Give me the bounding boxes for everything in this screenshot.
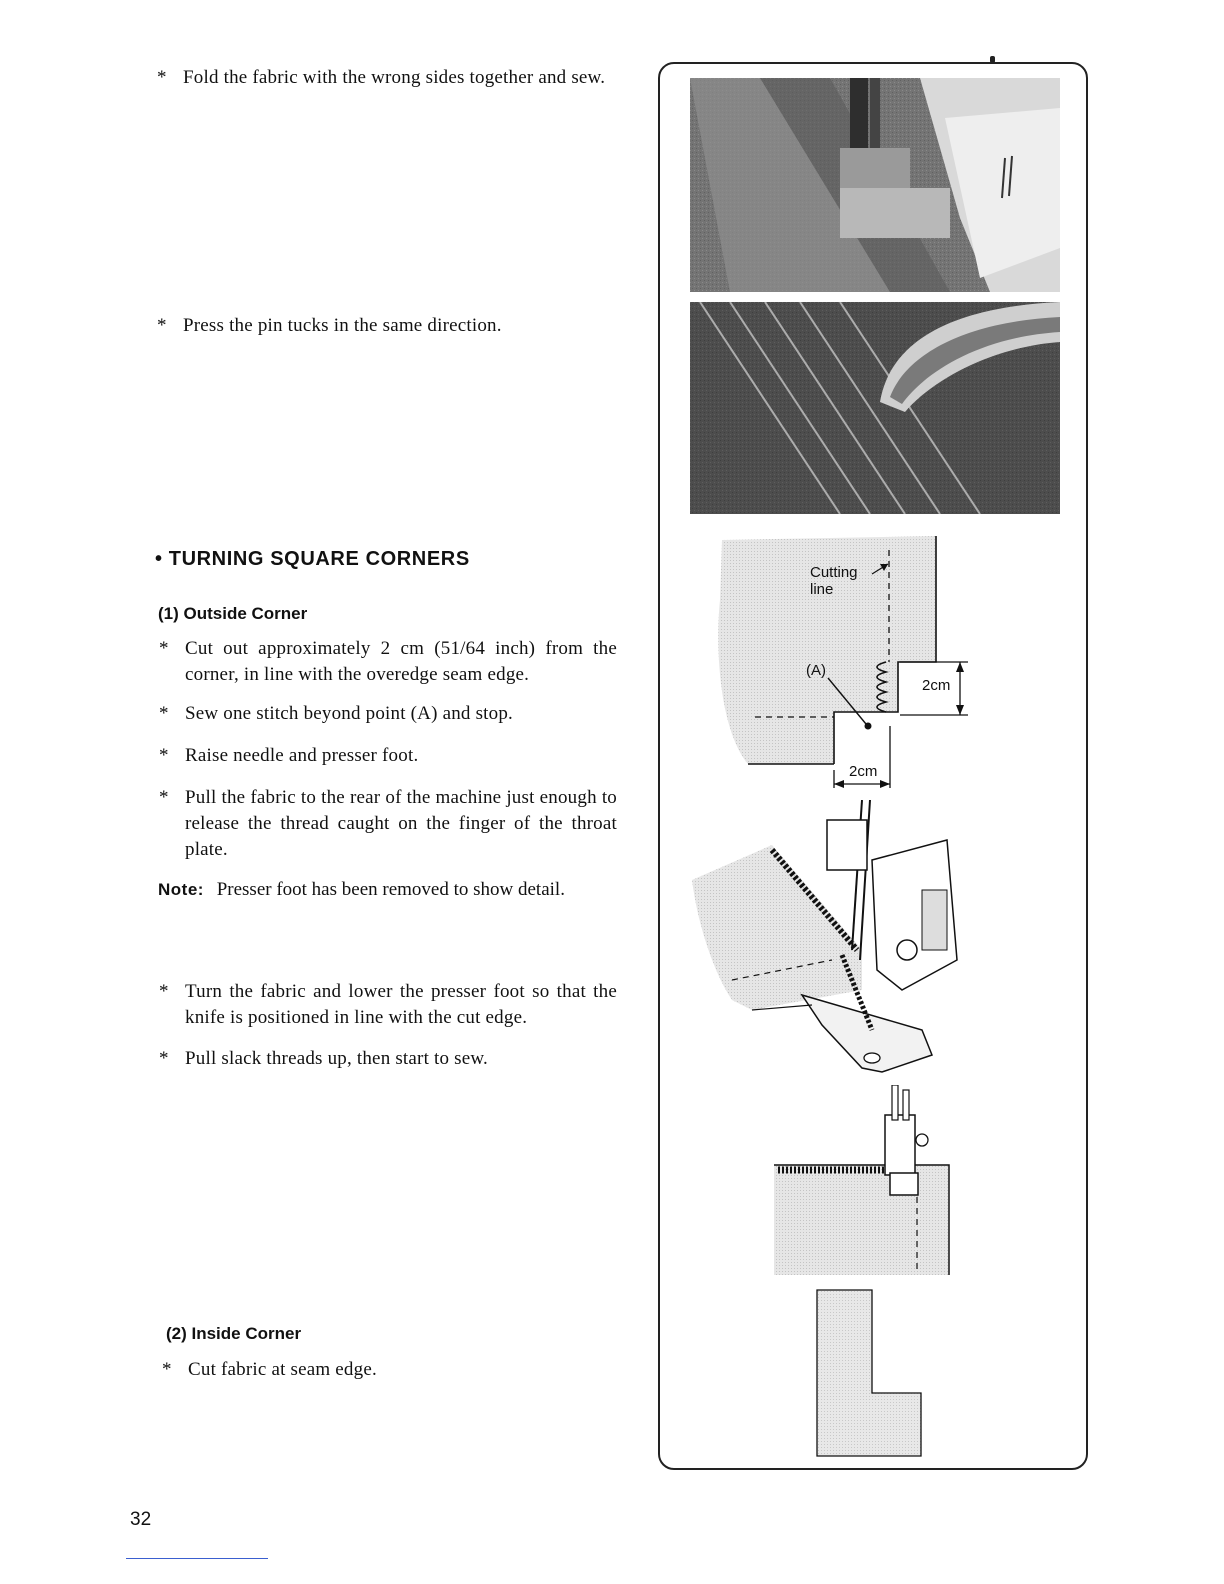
heading-text: TURNING SQUARE CORNERS [168,548,470,570]
dim-horizontal-label: 2cm [849,763,878,780]
step-text: Sew one stitch beyond point (A) and stop. [185,703,513,724]
bullet-star: * [159,703,169,724]
step-text: Cut fabric at seam edge. [188,1359,377,1380]
footer-rule [126,1558,268,1559]
bullet-star: * [159,638,169,659]
bullet-star: * [159,981,169,1002]
step-text: Raise needle and presser foot. [185,745,419,766]
note-label: Note: [158,880,204,899]
note-text: Presser foot has been removed to show detail. [216,879,565,900]
note [158,877,618,903]
line-label: line [810,581,834,598]
frame-mark [990,56,995,63]
cutting-label: Cutting [810,564,858,581]
step-text: Turn the fabric and lower the presser foot so that the knife is positioned in line with the cut edge. [185,981,617,1028]
step-raise-needle [159,743,617,769]
page-number: 32 [130,1509,152,1530]
point-a-marker [865,723,872,730]
throat-plate-svg [692,800,962,1080]
bullet-star: * [162,1359,172,1380]
bullet-star: * [159,1048,169,1069]
turned-fabric-svg [770,1085,960,1280]
corner-cut-svg [700,530,990,795]
section-heading [155,548,470,571]
step-sew-one-stitch [159,701,617,727]
step-pull-slack [159,1046,617,1072]
bullet-star: * [157,67,167,88]
outside-corner-title: (1) Outside Corner [158,604,308,623]
step-text: Pull the fabric to the rear of the machine just enough to release the thread caught on the finger of the throat plate. [185,787,617,860]
step-turn-fabric [159,979,617,1031]
step-fold-sew [157,65,617,91]
inside-corner-diagram [812,1288,927,1460]
serger-sewing-image [690,78,1060,292]
step-press-tucks [157,313,617,339]
corner-cut-diagram [700,530,990,795]
bullet-star: * [159,745,169,766]
step-cut-seam-edge [162,1357,602,1383]
bullet-star: * [159,787,169,808]
throat-plate-diagram [692,800,962,1080]
pressing-tucks-image [690,302,1060,514]
inside-corner-svg [812,1288,927,1460]
bullet-star: * [157,315,167,336]
step-text: Press the pin tucks in the same direction. [183,315,502,336]
photo-pressing-tucks [690,302,1060,514]
photo-serger-sewing [690,78,1060,292]
dim-vertical-label: 2cm [922,677,951,694]
point-a-label: (A) [806,662,826,679]
step-cut-out [159,636,617,688]
inside-corner-title: (2) Inside Corner [166,1324,302,1343]
step-pull-fabric [159,785,617,863]
step-text: Pull slack threads up, then start to sew. [185,1048,488,1069]
turned-fabric-diagram [770,1085,960,1280]
step-text: Fold the fabric with the wrong sides together and sew. [183,67,606,88]
heading-bullet: • [155,548,163,570]
step-text: Cut out approximately 2 cm (51/64 inch) from the corner, in line with the overedge seam edge. [185,638,617,685]
